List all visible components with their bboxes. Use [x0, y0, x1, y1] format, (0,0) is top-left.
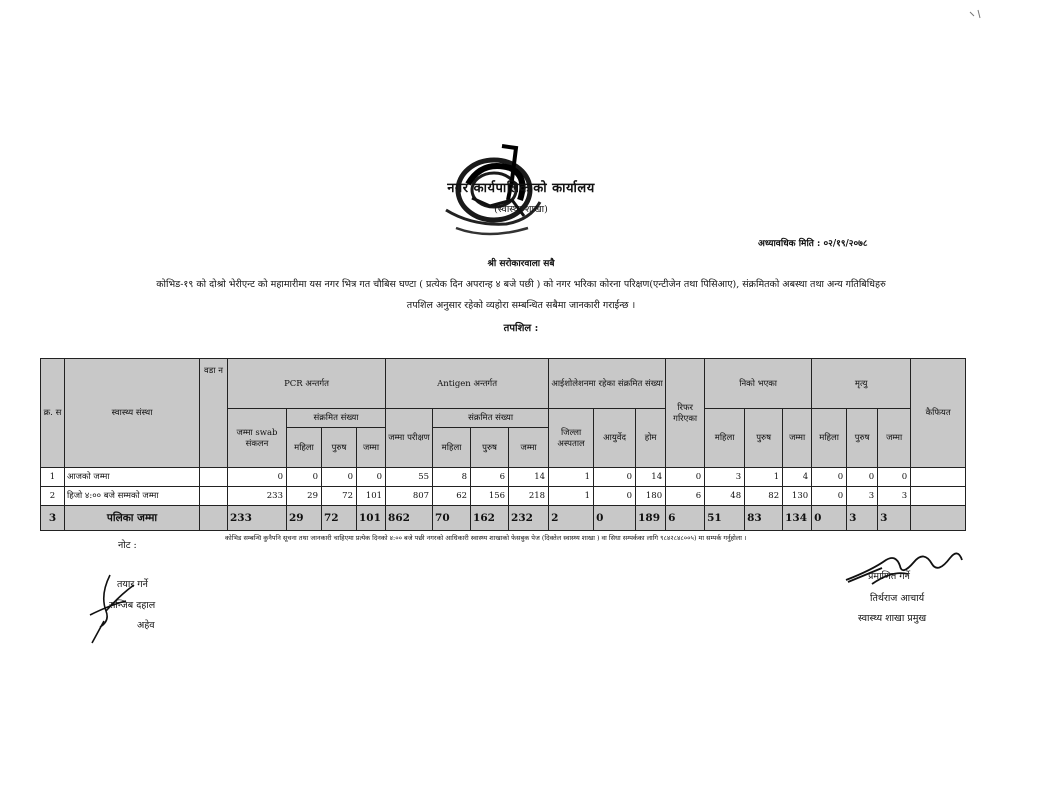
cell-pcr-total: 101 [357, 486, 386, 505]
header-ward: वडा न [200, 359, 228, 468]
header-remarks: कैफियत [911, 359, 966, 468]
header-recovered-group: निको भएका [705, 359, 812, 409]
cell-ag-female: 70 [433, 505, 471, 530]
row-name: पलिका जम्मा [65, 505, 200, 530]
cell-referred: 6 [666, 486, 705, 505]
cell-pcr-female: 29 [287, 486, 322, 505]
cell-ag-test: 807 [386, 486, 433, 505]
cell-ag-total: 218 [509, 486, 549, 505]
cell-rec-total: 134 [783, 505, 812, 530]
cell-pcr-male: 72 [322, 505, 357, 530]
header-ag-female: महिला [433, 427, 471, 467]
cell-death-male: 3 [847, 505, 878, 530]
header-district-hospital: जिल्ला अस्पताल [549, 408, 594, 467]
cell-rec-male: 82 [745, 486, 783, 505]
verified-by-title: स्वास्थ्य शाखा प्रमुख [858, 613, 927, 624]
header-pcr-group: PCR अन्तर्गत [228, 359, 386, 409]
prepared-by-name: सन्जिब दहाल [109, 600, 156, 611]
office-subtitle: (स्वास्थ्य शाखा) [494, 204, 548, 215]
intro-line-1: कोभिड-१९ को दोश्रो भेरीएन्ट को महामारीमा यस नगर भित्र गत चौबिस घण्टा ( प्रत्येक दिन अपरान्ह ४ बजे पछी ) को नगर भरिका कोरना परिक्षण(एन्टीजेन तथा पिसिआए), संक्रमितको अबस्था तथा अन्य गतिबिधिहरु [156, 279, 886, 290]
row-sn: 2 [41, 486, 65, 505]
cell-rec-male: 1 [745, 467, 783, 486]
cell-rec-female: 48 [705, 486, 745, 505]
header-pcr-male: पुरुष [322, 427, 357, 467]
header-swab-total: जम्मा swab संकलन [228, 408, 287, 467]
header-home: होम [636, 408, 666, 467]
cell-pcr-total: 101 [357, 505, 386, 530]
cell-rec-total: 130 [783, 486, 812, 505]
cell-iso-hospital: 1 [549, 467, 594, 486]
cell-iso-hospital: 2 [549, 505, 594, 530]
corner-scan-mark [966, 6, 986, 26]
cell-death-female: 0 [812, 505, 847, 530]
row-name: आजको जम्मा [65, 467, 200, 486]
cell-rec-female: 51 [705, 505, 745, 530]
cell-iso-home: 189 [636, 505, 666, 530]
row-sn: 1 [41, 467, 65, 486]
header-sn: क्र. स [41, 359, 65, 468]
header-death-female: महिला [812, 408, 847, 467]
details-heading: तपशिल : [503, 323, 539, 334]
header-pcr-total: जम्मा [357, 427, 386, 467]
header-ag-infected: संक्रमित संख्या [433, 408, 549, 427]
cell-ag-female: 62 [433, 486, 471, 505]
cell-death-female: 0 [812, 486, 847, 505]
verified-by-name: तिर्थराज आचार्य [870, 593, 925, 604]
cell-death-total: 0 [878, 467, 911, 486]
header-rec-male: पुरुष [745, 408, 783, 467]
cell-pcr-male: 0 [322, 467, 357, 486]
intro-line-2: तपशिल अनुसार रहेको व्यहोरा सम्बन्धित सबैमा जानकारी गराईन्छ । [406, 300, 636, 311]
cell-remarks [911, 486, 966, 505]
header-ayurveda: आयुर्वेद [594, 408, 636, 467]
header-death-group: मृत्यु [812, 359, 911, 409]
cell-ag-male: 162 [471, 505, 509, 530]
cell-death-female: 0 [812, 467, 847, 486]
row-name: हिजो ४:०० बजे सम्मको जम्मा [65, 486, 200, 505]
verified-by-label: प्रमाणित गर्ने [868, 571, 910, 582]
cell-pcr-female: 0 [287, 467, 322, 486]
office-title: नगर कार्यपालिकाको कार्यालय [447, 181, 595, 196]
cell-iso-hospital: 1 [549, 486, 594, 505]
header-death-total: जम्मा [878, 408, 911, 467]
row-ward [200, 467, 228, 486]
cell-ag-male: 156 [471, 486, 509, 505]
cell-ag-total: 232 [509, 505, 549, 530]
cell-iso-home: 180 [636, 486, 666, 505]
header-rec-female: महिला [705, 408, 745, 467]
cell-death-total: 3 [878, 505, 911, 530]
table-row [41, 486, 966, 505]
covid-report-table [40, 358, 966, 531]
header-pcr-infected: संक्रमित संख्या [287, 408, 386, 427]
table-row [41, 467, 966, 486]
header-rec-total: जम्मा [783, 408, 812, 467]
cell-remarks [911, 467, 966, 486]
cell-ag-female: 8 [433, 467, 471, 486]
header-death-male: पुरुष [847, 408, 878, 467]
cell-rec-total: 4 [783, 467, 812, 486]
cell-rec-female: 3 [705, 467, 745, 486]
header-institution: स्वास्थ्य संस्था [65, 359, 200, 468]
cell-referred: 6 [666, 505, 705, 530]
cell-iso-ayurveda: 0 [594, 467, 636, 486]
cell-pcr-swab: 233 [228, 505, 287, 530]
cell-ag-test: 55 [386, 467, 433, 486]
cell-iso-home: 14 [636, 467, 666, 486]
header-referred: रिफर गरिएका [666, 359, 705, 468]
note-text: कोभिड सम्बन्धि कुनैपनि सूचना तथा जानकारी चाहिएमा प्रत्येक दिनको ४:०० बजे पछी नगरको आधिकारी स्वास्थ्य शाखाको फेसबुक पेज (दिक्तेल स्वास्थ्य शाखा ) वा सिधा सम्पर्कका लागि ९८४२८४८००५) मा सम्पर्क गर्नुहोला । [225, 534, 747, 542]
header-ag-total: जम्मा [509, 427, 549, 467]
table-row-total [41, 505, 966, 530]
cell-pcr-swab: 233 [228, 486, 287, 505]
header-ag-total-test: जम्मा परीक्षण [386, 408, 433, 467]
prepared-by-label: तयार गर्ने [117, 579, 148, 590]
salutation: श्री सरोकारवाला सबै [487, 259, 555, 269]
cell-pcr-male: 72 [322, 486, 357, 505]
header-isolation-group: आईशोलेशनमा रहेका संक्रमित संख्या [549, 359, 666, 409]
cell-death-male: 0 [847, 467, 878, 486]
prepared-by-title: अहेव [137, 620, 155, 631]
cell-rec-male: 83 [745, 505, 783, 530]
cell-death-male: 3 [847, 486, 878, 505]
cell-ag-male: 6 [471, 467, 509, 486]
cell-ag-test: 862 [386, 505, 433, 530]
cell-iso-ayurveda: 0 [594, 486, 636, 505]
note-label: नोट : [118, 540, 137, 551]
cell-pcr-female: 29 [287, 505, 322, 530]
cell-pcr-swab: 0 [228, 467, 287, 486]
cell-death-total: 3 [878, 486, 911, 505]
row-ward [200, 486, 228, 505]
cell-remarks [911, 505, 966, 530]
row-sn: 3 [41, 505, 65, 530]
row-ward [200, 505, 228, 530]
cell-iso-ayurveda: 0 [594, 505, 636, 530]
cell-pcr-total: 0 [357, 467, 386, 486]
update-date: अध्यावधिक मिति : ०२/१९/२०७८ [758, 239, 868, 249]
cell-ag-total: 14 [509, 467, 549, 486]
header-ag-male: पुरुष [471, 427, 509, 467]
header-antigen-group: Antigen अन्तर्गत [386, 359, 549, 409]
header-pcr-female: महिला [287, 427, 322, 467]
cell-referred: 0 [666, 467, 705, 486]
